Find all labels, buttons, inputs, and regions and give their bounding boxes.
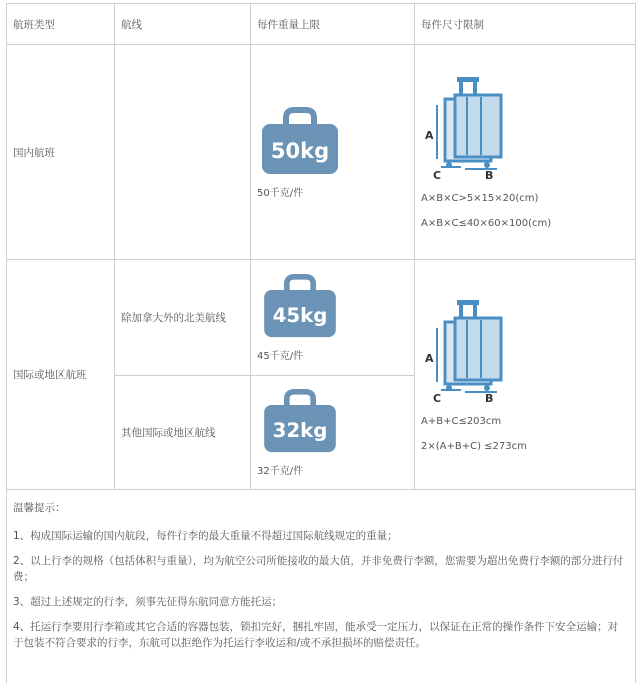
intl-flight-type: 国际或地区航班 [7, 260, 115, 490]
weight-bag-icon [260, 273, 340, 339]
header-size-limit: 每件尺寸限制 [415, 4, 636, 45]
intl-size-cell [415, 260, 636, 490]
intl-size-line2: 2×(A+B+C) ≤273cm [421, 440, 527, 452]
table-header-row [7, 4, 636, 45]
luggage-label-a: A [425, 351, 434, 365]
tip-item-4: 4、托运行李要用行李箱或其它合适的容器包装，锁扣完好，捆扎牢固，能承受一定压力，以保证在正常的操作条件下安全运输；对于包装不符合要求的行李，东航可以拒绝作为托运行李收运和/或不承担损坏的赔偿责任。 [13, 621, 619, 649]
intl-weight-cell-1 [251, 260, 415, 376]
domestic-weight-text: 50千克/件 [257, 187, 304, 199]
luggage-label-a: A [425, 129, 434, 142]
table-row-domestic [7, 45, 636, 260]
luggage-label-b: B [485, 391, 494, 403]
weight-badge-text: 45kg [272, 304, 328, 328]
tip-item-1: 1、构成国际运输的国内航段，每件行李的最大重量不得超过国际航线规定的重量； [13, 530, 398, 542]
tips-cell [7, 490, 636, 683]
weight-bag-icon [260, 388, 340, 454]
intl-weight-cell-2 [251, 376, 415, 490]
tip-item-3: 3、超过上述规定的行李，须事先征得东航同意方能托运； [13, 596, 283, 608]
intl-route-2: 其他国际或地区航线 [115, 376, 251, 490]
weight-badge-text: 32kg [272, 419, 328, 443]
luggage-label-c: C [433, 169, 442, 180]
domestic-weight-cell [251, 45, 415, 260]
header-weight-limit: 每件重量上限 [251, 4, 415, 45]
intl-weight-text-1: 45千克/件 [257, 351, 304, 362]
tips-row [7, 490, 636, 683]
domestic-route [115, 45, 251, 260]
domestic-size-cell [415, 45, 636, 260]
header-route: 航线 [115, 4, 251, 45]
weight-bag-icon [260, 106, 340, 176]
tip-item-2: 2、以上行李的规格（包括体积与重量），均为航空公司所能接收的最大值，并非免费行李额，您需要为超出免费行李额的部分进行付费； [13, 555, 624, 583]
table-row-intl-north-america [7, 260, 636, 376]
baggage-rules-table [6, 3, 636, 683]
header-flight-type: 航班类型 [7, 4, 115, 45]
tips-title: 温馨提示： [13, 502, 66, 514]
domestic-flight-type: 国内航班 [7, 45, 115, 260]
luggage-icon [421, 298, 531, 403]
weight-badge-text: 50kg [270, 138, 330, 163]
intl-size-line1: A+B+C≤203cm [421, 415, 502, 427]
intl-weight-text-2: 32千克/件 [257, 466, 304, 477]
luggage-label-b: B [485, 169, 494, 180]
domestic-size-line2: A×B×C≤40×60×100(cm) [421, 218, 552, 229]
luggage-label-c: C [433, 391, 442, 403]
intl-route-1: 除加拿大外的北美航线 [115, 260, 251, 376]
luggage-icon [421, 75, 531, 180]
domestic-size-line1: A×B×C>5×15×20(cm) [421, 193, 539, 204]
